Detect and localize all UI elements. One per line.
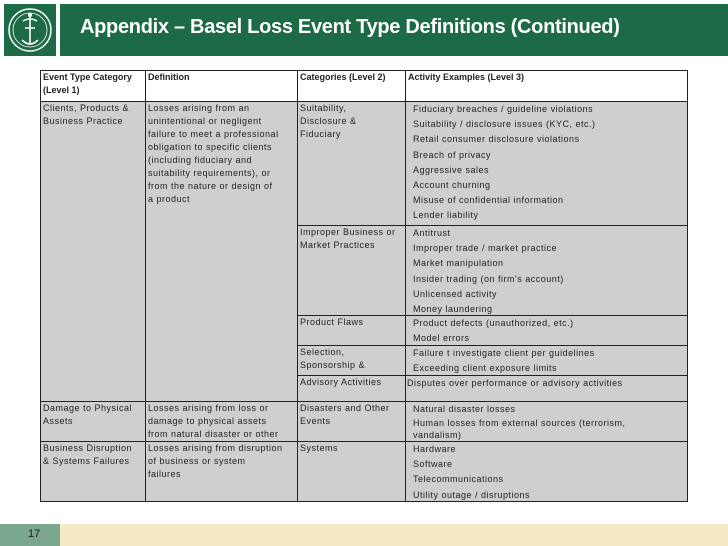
row-divider — [40, 101, 688, 102]
activity-cell — [405, 345, 688, 375]
table-border-top — [40, 70, 688, 71]
row-divider — [297, 225, 688, 226]
column-divider — [297, 70, 298, 502]
level2-cell: Suitability, Disclosure & Fiduciary — [297, 101, 405, 225]
level2-cell: Disasters and Other Events — [297, 401, 405, 441]
definition-cell: Losses arising from loss or damage to physical assets from natural disaster or other — [145, 401, 297, 441]
activity-item: Market manipulation — [413, 258, 504, 269]
activity-item: Breach of privacy — [413, 149, 492, 160]
activity-item: Failure t investigate client per guidelines — [413, 348, 595, 358]
activity-item: Product defects (unauthorized, etc.) — [413, 318, 574, 328]
activity-item: vandalism) — [413, 430, 462, 440]
table-border-left — [40, 70, 41, 502]
activity-item: Retail consumer disclosure violations — [413, 134, 580, 145]
row-divider — [297, 345, 688, 346]
title-bar — [60, 4, 728, 56]
row-divider — [297, 315, 688, 316]
activity-item: Hardware — [413, 444, 457, 454]
column-divider — [405, 70, 406, 502]
table-border-bottom — [40, 501, 688, 502]
activity-cell — [405, 441, 688, 502]
activity-item: Model errors — [413, 333, 470, 344]
page-number: 17 — [28, 528, 41, 540]
definition-cell: Losses arising from disruption of business or system failures — [145, 441, 297, 502]
activity-item: Exceeding client exposure limits — [413, 363, 558, 374]
activity-item: Suitability / disclosure issues (KYC, etc.) — [413, 119, 596, 130]
level2-cell: Product Flaws — [297, 315, 405, 345]
category-cell: Business Disruption & Systems Failures — [40, 441, 145, 502]
category-cell: Damage to Physical Assets — [40, 401, 145, 441]
table-border-right — [687, 70, 688, 502]
column-header-level2: Categories (Level 2) — [297, 70, 405, 101]
activity-item: Natural disaster losses — [413, 404, 516, 414]
activity-item: Telecommunications — [413, 474, 504, 485]
row-divider — [40, 401, 688, 402]
activity-item: Antitrust — [413, 228, 451, 238]
definition-cell: Losses arising from an unintentional or negligent failure to meet a professional obligation to specific clients (including fiduciary and suitability requirements), or from the nature or design of a product — [145, 101, 297, 401]
page-title: Appendix – Basel Loss Event Type Definitions (Continued) — [80, 16, 620, 38]
activity-item: Lender liability — [413, 210, 479, 221]
column-header-level3: Activity Examples (Level 3) — [405, 70, 688, 101]
activity-item: Account churning — [413, 180, 491, 191]
activity-item: Insider trading (on firm's account) — [413, 273, 564, 284]
activity-cell — [405, 401, 688, 441]
column-header-definition: Definition — [145, 70, 297, 101]
activity-item: Fiduciary breaches / guideline violations — [413, 104, 594, 114]
slide-header — [0, 0, 728, 60]
level2-cell: Selection, Sponsorship & — [297, 345, 405, 375]
activity-cell — [405, 101, 688, 225]
activity-item: Unlicensed activity — [413, 288, 498, 299]
slide-footer — [0, 524, 728, 546]
column-divider — [145, 70, 146, 502]
activity-item: Software — [413, 459, 453, 470]
activity-item: Money laundering — [413, 304, 493, 315]
activity-item: Human losses from external sources (terrorism, — [413, 418, 626, 428]
level2-cell: Systems — [297, 441, 405, 502]
row-divider — [297, 375, 688, 376]
activity-cell — [405, 315, 688, 345]
column-header-level1: Event Type Category (Level 1) — [40, 70, 145, 101]
activity-cell — [405, 375, 688, 401]
activity-item: Misuse of confidential information — [413, 195, 564, 206]
page-number-box — [0, 524, 60, 546]
activity-cell — [405, 225, 688, 315]
loss-event-table — [40, 70, 688, 502]
level2-cell: Improper Business or Market Practices — [297, 225, 405, 315]
activity-item: Aggressive sales — [413, 164, 490, 175]
activity-item: Disputes over performance or advisory activities — [407, 378, 623, 388]
row-divider — [40, 441, 688, 442]
logo-icon — [4, 4, 56, 56]
category-cell: Clients, Products & Business Practice — [40, 101, 145, 401]
activity-item: Improper trade / market practice — [413, 243, 558, 254]
activity-item: Utility outage / disruptions — [413, 489, 531, 500]
level2-cell: Advisory Activities — [297, 375, 405, 401]
